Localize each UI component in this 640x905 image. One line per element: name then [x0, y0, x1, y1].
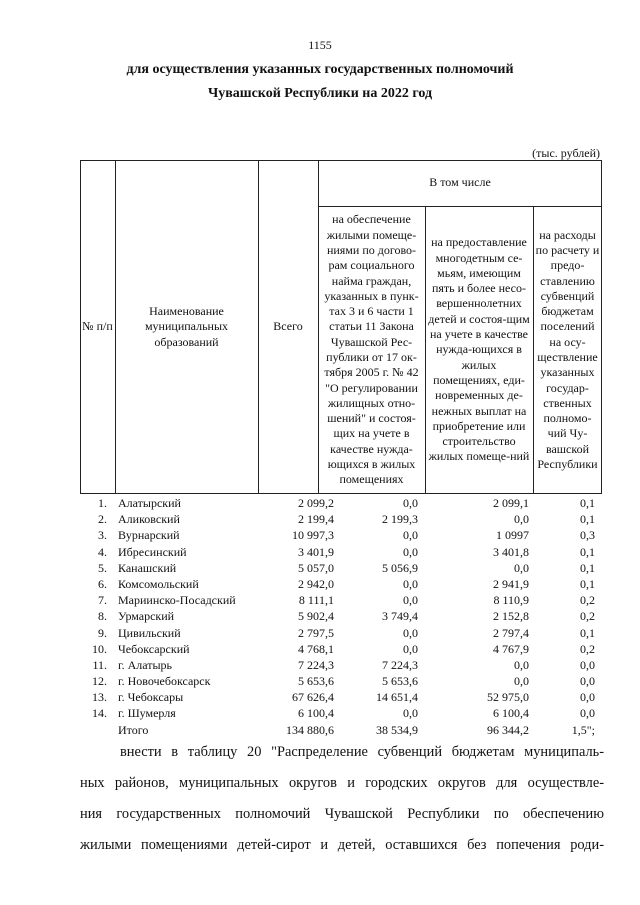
cell-a: 0,0 — [403, 496, 418, 510]
body-paragraph — [80, 737, 604, 861]
cell-num: 6. — [98, 576, 107, 591]
cell-num: 9. — [98, 625, 107, 640]
cell-a: 0,0 — [403, 576, 418, 591]
cell-total: 2 099,2 — [298, 496, 334, 510]
header-num: № п/п — [82, 319, 113, 334]
cell-name: Алатырский — [118, 496, 181, 510]
cell-c: 0,1 — [580, 576, 595, 591]
cell-b: 4 767,9 — [493, 641, 529, 656]
table-row — [80, 511, 608, 527]
table-row — [80, 657, 608, 673]
cell-c: 0,1 — [580, 512, 595, 527]
cell-b: 2 797,4 — [493, 625, 529, 640]
cell-b: 2 941,9 — [493, 576, 529, 591]
cell-b: 96 344,2 — [487, 722, 529, 737]
unit-label: (тыс. рублей) — [532, 146, 600, 160]
cell-name: г. Алатырь — [118, 657, 173, 672]
cell-c: 0,0 — [580, 657, 595, 672]
table-row — [80, 673, 608, 689]
cell-total: 134 880,6 — [286, 722, 334, 737]
page-number: 1155 — [308, 38, 332, 52]
cell-a: 0,0 — [403, 593, 418, 608]
cell-c: 1,5"; — [571, 722, 595, 737]
cell-total: 2 199,4 — [298, 512, 334, 527]
table-row — [80, 625, 608, 641]
table-row — [80, 560, 608, 576]
cell-total: 2 797,5 — [298, 625, 334, 640]
cell-c: 0,0 — [580, 690, 595, 705]
cell-c: 0,2 — [580, 609, 595, 624]
cell-a: 0,0 — [403, 528, 418, 543]
cell-num: 7. — [98, 593, 107, 608]
cell-num: 13. — [92, 690, 107, 705]
paragraph-line: ных районов, муниципальных округов и городских округов для осуществле- — [80, 775, 604, 791]
cell-num: 1. — [98, 496, 107, 510]
header-col-a: на обеспечение жилыми помеще-ниями по догово-рам социального найма граждан, указанных в пунк-тах 3 и 6 части 1 статьи 11 Закона Чувашской Рес-публики от 17 ок-тября 2005 г. № 42 "О регулировании жилищных отно-шений" и состоя-щих на учете в качестве нужда-ющихся в жилых помещениях — [324, 212, 419, 487]
cell-num: 10. — [92, 641, 107, 656]
cell-total: 10 997,3 — [292, 528, 334, 543]
cell-c: 0,1 — [580, 560, 595, 575]
table-row — [80, 592, 608, 608]
table-row — [80, 608, 608, 624]
cell-total: 8 111,1 — [298, 593, 334, 608]
cell-b: 0,0 — [514, 512, 529, 527]
cell-a: 5 653,6 — [382, 674, 418, 689]
cell-a: 5 056,9 — [382, 560, 418, 575]
cell-num: 8. — [98, 609, 107, 624]
cell-num: 4. — [98, 544, 107, 559]
cell-b: 1 0997 — [496, 528, 529, 543]
cell-a: 2 199,3 — [382, 512, 418, 527]
cell-b: 0,0 — [514, 560, 529, 575]
cell-b: 0,0 — [514, 674, 529, 689]
cell-b: 3 401,8 — [493, 544, 529, 559]
cell-b: 52 975,0 — [487, 690, 529, 705]
cell-b: 6 100,4 — [493, 706, 529, 721]
header-name: Наименование муниципальных образований — [144, 304, 229, 349]
cell-num: 2. — [98, 512, 107, 527]
cell-c: 0,1 — [580, 496, 595, 510]
cell-name: Вурнарский — [118, 528, 180, 543]
cell-total: 5 057,0 — [298, 560, 334, 575]
cell-a: 38 534,9 — [376, 722, 418, 737]
table-body — [80, 495, 608, 738]
table-row — [80, 722, 608, 738]
paragraph-line: внести в таблицу 20 "Распределение субвенций бюджетам муниципаль- — [120, 744, 604, 760]
cell-a: 7 224,3 — [382, 657, 418, 672]
cell-a: 0,0 — [403, 706, 418, 721]
cell-name: Урмарский — [118, 609, 175, 624]
table-row — [80, 544, 608, 560]
cell-total: 3 401,9 — [298, 544, 334, 559]
title-line-1: для осуществления указанных государственных полномочий — [126, 62, 514, 77]
cell-name: Мариинско-Посадский — [118, 593, 236, 608]
cell-c: 0,2 — [580, 641, 595, 656]
header-including: В том числе — [429, 175, 491, 190]
cell-c: 0,0 — [580, 706, 595, 721]
cell-num: 11. — [92, 657, 107, 672]
cell-total: 5 902,4 — [298, 609, 334, 624]
cell-c: 0,1 — [580, 544, 595, 559]
cell-total: 6 100,4 — [298, 706, 334, 721]
cell-num: 14. — [92, 706, 107, 721]
cell-num: 5. — [98, 560, 107, 575]
cell-b: 2 152,8 — [493, 609, 529, 624]
paragraph-line: ния государственных полномочий Чувашской Республики по обеспечению — [80, 806, 604, 822]
cell-name: г. Шумерля — [118, 706, 176, 721]
cell-c: 0,0 — [580, 674, 595, 689]
cell-a: 0,0 — [403, 544, 418, 559]
table-row — [80, 641, 608, 657]
cell-a: 0,0 — [403, 641, 418, 656]
cell-a: 3 749,4 — [382, 609, 418, 624]
cell-total: 2 942,0 — [298, 576, 334, 591]
cell-b: 2 099,1 — [493, 496, 529, 510]
table-row — [80, 527, 608, 543]
cell-total: 5 653,6 — [298, 674, 334, 689]
table-row — [80, 576, 608, 592]
cell-name: г. Новочебоксарск — [118, 674, 211, 689]
header-col-b: на предоставление многодетным се-мьям, имеющим пять и более несо-вершеннолетних детей и состоя-щим на учете в качестве нужда-ющихся в жилых помещениях, еди-новременных де-нежных выплат на приобретение или строительство жилых помеще-ний — [428, 235, 530, 464]
cell-total: 4 768,1 — [298, 641, 334, 656]
cell-num: 3. — [98, 528, 107, 543]
cell-name: г. Чебоксары — [118, 690, 184, 705]
cell-a: 14 651,4 — [376, 690, 418, 705]
table-row — [80, 495, 608, 511]
cell-num: 12. — [92, 674, 107, 689]
header-total: Всего — [273, 319, 303, 334]
cell-b: 0,0 — [514, 657, 529, 672]
cell-name: Итого — [118, 722, 149, 737]
cell-name: Ибресинский — [118, 544, 187, 559]
cell-name: Канашский — [118, 560, 177, 575]
table-row — [80, 689, 608, 705]
cell-name: Комсомольский — [118, 576, 199, 591]
cell-b: 8 110,9 — [493, 593, 529, 608]
cell-total: 67 626,4 — [292, 690, 334, 705]
title-line-2: Чувашской Республики на 2022 год — [207, 86, 433, 101]
table-row — [80, 705, 608, 721]
cell-name: Чебоксарский — [118, 641, 190, 656]
cell-a: 0,0 — [403, 625, 418, 640]
cell-c: 0,1 — [580, 625, 595, 640]
cell-name: Цивильский — [118, 625, 181, 640]
cell-c: 0,2 — [580, 593, 595, 608]
cell-c: 0,3 — [580, 528, 595, 543]
header-col-c: на расходы по расчету и предо-ставлению субвенций бюджетам поселений на осу-ществление указанных государ-ственных полномо-чий Чу-вашской Республики — [535, 227, 600, 472]
cell-total: 7 224,3 — [298, 657, 334, 672]
paragraph-line: жилыми помещениями детей-сирот и детей, оставшихся без попечения роди- — [80, 837, 604, 853]
cell-name: Аликовский — [118, 512, 180, 527]
